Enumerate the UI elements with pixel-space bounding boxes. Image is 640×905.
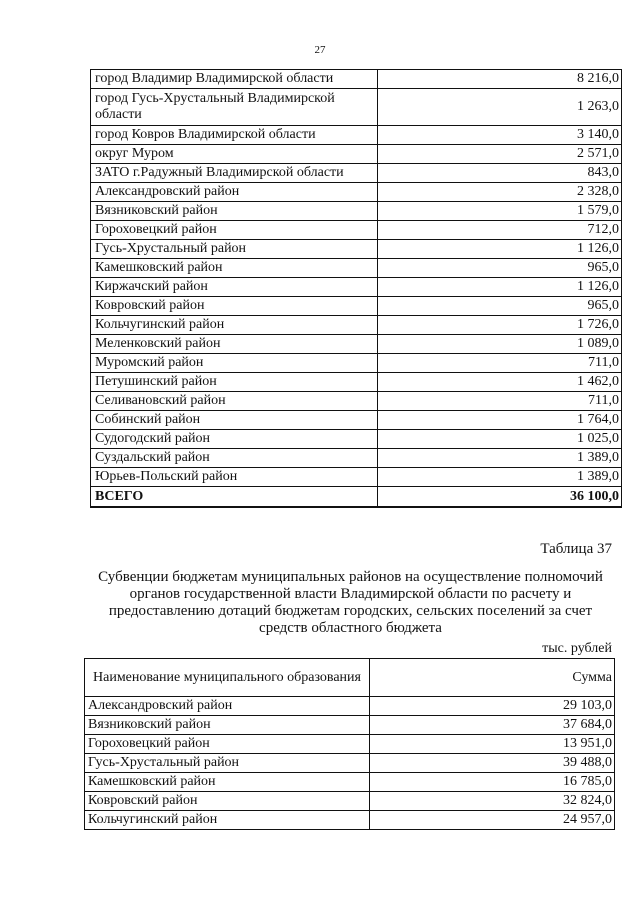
table-row	[91, 259, 622, 278]
district-name: Киржачский район	[91, 278, 378, 297]
district-name: Камешковский район	[91, 259, 378, 278]
table-row	[91, 70, 622, 89]
table-row	[91, 202, 622, 221]
amount: 1 263,0	[378, 89, 622, 126]
district-name: Гороховецкий район	[91, 221, 378, 240]
header-row	[85, 659, 615, 697]
table-row	[91, 164, 622, 183]
district-name: город Ковров Владимирской области	[91, 126, 378, 145]
district-name: Гусь-Хрустальный район	[85, 754, 370, 773]
amount: 965,0	[378, 297, 622, 316]
table-row	[91, 316, 622, 335]
amount: 1 726,0	[378, 316, 622, 335]
district-name: Кольчугинский район	[85, 811, 370, 830]
column-header-name: Наименование муниципального образования	[85, 659, 370, 697]
amount: 24 957,0	[370, 811, 615, 830]
subvention-table	[84, 658, 615, 830]
table-row	[91, 297, 622, 316]
district-name: ЗАТО г.Радужный Владимирской области	[91, 164, 378, 183]
total-row	[91, 487, 622, 508]
district-name: Кольчугинский район	[91, 316, 378, 335]
amount: 2 328,0	[378, 183, 622, 202]
amount: 39 488,0	[370, 754, 615, 773]
amount: 712,0	[378, 221, 622, 240]
district-name: Селивановский район	[91, 392, 378, 411]
table-row	[91, 221, 622, 240]
district-name: Муромский район	[91, 354, 378, 373]
amount: 1 462,0	[378, 373, 622, 392]
table-row	[85, 735, 615, 754]
amount: 1 126,0	[378, 240, 622, 259]
amount: 1 389,0	[378, 468, 622, 487]
district-name: Александровский район	[91, 183, 378, 202]
caption-line: Субвенции бюджетам муниципальных районов на осуществление полномочий	[98, 569, 603, 585]
table-row	[91, 411, 622, 430]
column-header-sum: Сумма	[370, 659, 615, 697]
table-label: Таблица 37	[540, 541, 612, 557]
district-name: Вязниковский район	[85, 716, 370, 735]
amount: 1 764,0	[378, 411, 622, 430]
district-name: Ковровский район	[85, 792, 370, 811]
amount: 965,0	[378, 259, 622, 278]
table-row	[85, 716, 615, 735]
table-caption	[78, 569, 623, 637]
amount: 711,0	[378, 392, 622, 411]
caption-line: органов государственной власти Владимирской области по расчету и	[129, 586, 572, 602]
caption-line: предоставлению дотаций бюджетам городских, сельских поселений за счет	[108, 603, 593, 619]
amount: 1 126,0	[378, 278, 622, 297]
table-row	[91, 354, 622, 373]
table-row	[85, 773, 615, 792]
district-name: Петушинский район	[91, 373, 378, 392]
amount: 16 785,0	[370, 773, 615, 792]
table-row	[91, 278, 622, 297]
district-name: Гороховецкий район	[85, 735, 370, 754]
district-name: город Гусь-Хрустальный Владимирской области	[91, 89, 378, 126]
amount: 1 579,0	[378, 202, 622, 221]
caption-line: средств областного бюджета	[259, 620, 442, 636]
district-name: Камешковский район	[85, 773, 370, 792]
allocation-table	[90, 69, 622, 508]
district-name: округ Муром	[91, 145, 378, 164]
table-row	[91, 335, 622, 354]
table-row	[85, 754, 615, 773]
district-name: Юрьев-Польский район	[91, 468, 378, 487]
amount: 13 951,0	[370, 735, 615, 754]
table-row	[91, 449, 622, 468]
amount: 1 089,0	[378, 335, 622, 354]
table-row	[85, 792, 615, 811]
amount: 3 140,0	[378, 126, 622, 145]
amount: 1 025,0	[378, 430, 622, 449]
amount: 1 389,0	[378, 449, 622, 468]
district-name: Вязниковский район	[91, 202, 378, 221]
page-number: 27	[314, 44, 326, 56]
amount: 37 684,0	[370, 716, 615, 735]
amount: 29 103,0	[370, 697, 615, 716]
table-row	[91, 430, 622, 449]
district-name: Александровский район	[85, 697, 370, 716]
table-row	[91, 468, 622, 487]
amount: 32 824,0	[370, 792, 615, 811]
total-label: ВСЕГО	[91, 487, 378, 508]
district-name: город Владимир Владимирской области	[91, 70, 378, 89]
district-name: Судогодский район	[91, 430, 378, 449]
district-name: Ковровский район	[91, 297, 378, 316]
units-label: тыс. рублей	[542, 641, 612, 656]
amount: 8 216,0	[378, 70, 622, 89]
amount: 711,0	[378, 354, 622, 373]
table-row	[91, 240, 622, 259]
table-row	[85, 697, 615, 716]
table-row	[91, 145, 622, 164]
table-row	[91, 89, 622, 126]
table-row	[91, 392, 622, 411]
table-row	[91, 126, 622, 145]
total-amount: 36 100,0	[378, 487, 622, 508]
table-row	[91, 183, 622, 202]
table-row	[85, 811, 615, 830]
district-name: Меленковский район	[91, 335, 378, 354]
amount: 843,0	[378, 164, 622, 183]
amount: 2 571,0	[378, 145, 622, 164]
table-row	[91, 373, 622, 392]
district-name: Суздальский район	[91, 449, 378, 468]
district-name: Собинский район	[91, 411, 378, 430]
district-name: Гусь-Хрустальный район	[91, 240, 378, 259]
